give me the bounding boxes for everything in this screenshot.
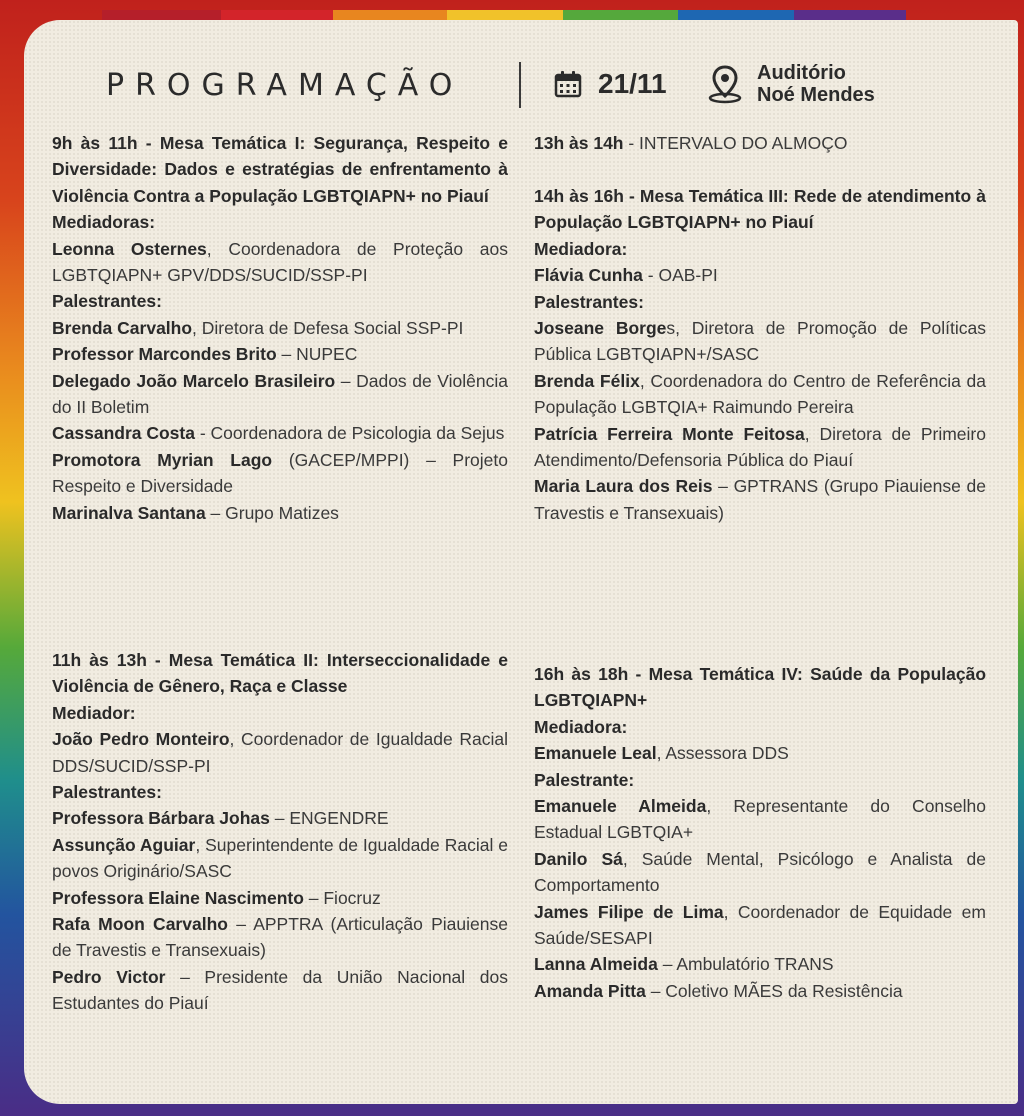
list-item [534, 368, 986, 421]
lunch-break [534, 130, 986, 156]
session-heading [52, 647, 508, 700]
speaker-name: Marinalva Santana [52, 502, 206, 523]
list-item [534, 740, 986, 766]
speaker-role: – GPTRANS (Grupo Piauiense de Travestis e Transexuais) [534, 476, 986, 523]
list-item [52, 805, 508, 831]
session-time: 11h às 13h [52, 650, 147, 670]
calendar-icon [554, 70, 582, 98]
list-item [52, 368, 508, 421]
speakers-label: Palestrantes: [534, 291, 644, 312]
list-item [52, 726, 508, 779]
speaker-name: James Filipe de Lima [534, 901, 724, 922]
speaker-name: Brenda Félix [534, 370, 640, 391]
list-item [52, 420, 508, 446]
session-title: - Mesa Temática II: Interseccionalidade e Violência de Gênero, Raça e Classe [52, 650, 508, 697]
speaker-name: Brenda Carvalho [52, 317, 193, 338]
speaker-role: , Coordenadora de Proteção aos LGBTQIAPN+ GPV/DDS/SUCID/SSP-PI [52, 238, 508, 286]
session-time: 9h às 11h [52, 133, 138, 153]
list-item [52, 885, 508, 911]
session-heading [534, 183, 986, 236]
session-time: 16h às 18h [534, 664, 629, 684]
venue-line-1: Auditório [757, 62, 846, 84]
list-item [52, 832, 508, 885]
speaker-role: , Diretora de Defesa Social SSP-PI [192, 317, 464, 338]
location-pin-icon [706, 64, 744, 104]
session-heading [534, 661, 986, 714]
speaker-name: Emanuele Leal [534, 743, 657, 764]
speaker-name: Flávia Cunha [534, 265, 643, 286]
speakers-label: Palestrantes: [52, 782, 162, 803]
list-item [534, 793, 986, 846]
speaker-name: Joseane Borge [534, 318, 667, 339]
session-title: - INTERVALO DO ALMOÇO [623, 133, 848, 153]
speaker-name: Patrícia Ferreira Monte Feitosa [534, 423, 805, 444]
speaker-role: , Assessora DDS [656, 743, 789, 764]
speaker-role: – Presidente da União Nacional dos Estudantes do Piauí [52, 966, 508, 1014]
speaker-name: Professor Marcondes Brito [52, 344, 277, 365]
speaker-name: Lanna Almeida [534, 954, 658, 975]
speaker-role: – Ambulatório TRANS [657, 954, 834, 975]
speaker-role: – Coletivo MÃES da Resistência [645, 980, 903, 1001]
speaker-role: (GACEP/MPPI) – Projeto Respeito e Diversidade [52, 449, 508, 497]
list-item [534, 951, 986, 977]
speaker-role: – APPTRA (Articulação Piauiense de Travestis e Transexuais) [52, 914, 508, 961]
event-date: 21/11 [598, 68, 667, 99]
list-item [52, 447, 508, 500]
list-item [534, 315, 986, 368]
speaker-name: Leonna Osternes [52, 238, 207, 259]
speaker-role: , Saúde Mental, Psicólogo e Analista de Comportamento [534, 848, 986, 896]
list-item [52, 500, 508, 526]
session-heading [52, 130, 508, 209]
session-title: - Mesa Temática I: Segurança, Respeito e Diversidade: Dados e estratégias de enfrentamento à Violência Contra a População LGBTQIAPN+ no Piauí [52, 133, 508, 206]
list-item [534, 978, 986, 1004]
session-time: 13h às 14h [534, 133, 624, 153]
list-item [534, 421, 986, 474]
speaker-role: , Superintendente de Igualdade Racial e povos Originário/SASC [52, 834, 508, 882]
speaker-name: Promotora Myrian Lago [52, 449, 273, 470]
speaker-name: Emanuele Almeida [534, 796, 707, 817]
list-item [534, 473, 986, 526]
speaker-role: – ENGENDRE [269, 808, 389, 829]
speakers-label: Palestrante: [534, 769, 635, 790]
venue-line-2: Noé Mendes [757, 84, 875, 106]
list-item [534, 899, 986, 952]
list-item [52, 964, 508, 1017]
list-item [52, 911, 508, 964]
session-3 [534, 183, 986, 526]
speaker-name: Professora Elaine Nascimento [52, 887, 304, 908]
list-item [52, 236, 508, 289]
speaker-name: João Pedro Monteiro [52, 729, 230, 750]
header [0, 58, 1024, 118]
speaker-role: , Coordenador de Igualdade Racial DDS/SUCID/SSP-PI [52, 729, 508, 776]
speaker-name: Maria Laura dos Reis [534, 476, 713, 497]
speaker-name: Rafa Moon Carvalho [52, 914, 228, 935]
speaker-name: Pedro Victor [52, 966, 166, 987]
mediators-label: Mediador: [52, 702, 136, 723]
speaker-role: , Diretora de Primeiro Atendimento/Defensoria Pública do Piauí [534, 423, 986, 471]
speakers-label: Palestrantes: [52, 291, 162, 312]
speaker-role: , Representante do Conselho Estadual LGBTQIA+ [534, 796, 986, 843]
speaker-name: Delegado João Marcelo Brasileiro [52, 370, 336, 391]
speaker-name: Danilo Sá [534, 848, 623, 869]
speaker-role: - OAB-PI [642, 265, 718, 286]
speaker-role: , Coordenadora do Centro de Referência da População LGBTQIA+ Raimundo Pereira [534, 370, 986, 418]
session-1 [52, 130, 508, 526]
speaker-role: – Dados de Violência do II Boletim [52, 370, 508, 418]
header-divider [519, 62, 521, 108]
mediators-label: Mediadora: [534, 716, 628, 737]
speaker-name: Assunção Aguiar [52, 834, 196, 855]
session-time: 14h às 16h [534, 186, 624, 206]
session-2 [52, 647, 508, 1017]
venue [757, 62, 875, 106]
speaker-role: – Fiocruz [303, 887, 381, 908]
speaker-role: - Coordenadora de Psicologia da Sejus [194, 423, 505, 444]
speaker-name: Amanda Pitta [534, 980, 646, 1001]
page-title: PROGRAMAÇÃO [106, 68, 464, 103]
speaker-role: s, Diretora de Promoção de Políticas Pública LGBTQIAPN+/SASC [534, 318, 986, 365]
mediators-label: Mediadoras: [52, 212, 156, 233]
mediators-label: Mediadora: [534, 238, 628, 259]
list-item [52, 315, 508, 341]
speaker-name: Professora Bárbara Johas [52, 808, 270, 829]
session-4 [534, 661, 986, 1004]
session-title: - Mesa Temática IV: Saúde da População LGBTQIAPN+ [534, 664, 987, 711]
speaker-role: – Grupo Matizes [205, 502, 339, 523]
speaker-role: , Coordenador de Equidade em Saúde/SESAPI [534, 901, 986, 949]
speaker-name: Cassandra Costa [52, 423, 195, 444]
session-heading [534, 130, 986, 156]
list-item [534, 846, 986, 899]
list-item [52, 341, 508, 367]
speaker-role: – NUPEC [276, 344, 358, 365]
session-title: - Mesa Temática III: Rede de atendimento à População LGBTQIAPN+ no Piauí [534, 186, 986, 233]
list-item [534, 262, 986, 288]
